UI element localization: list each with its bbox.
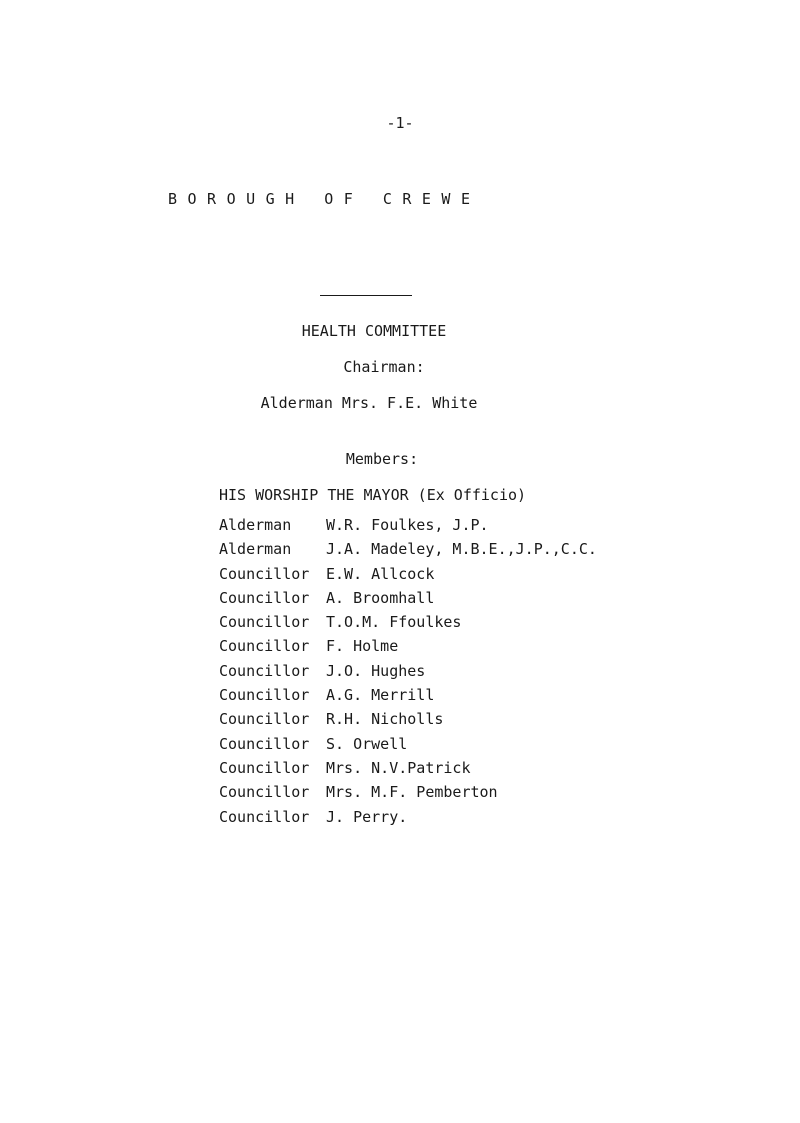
list-item (219, 732, 597, 756)
committee-title: HEALTH COMMITTEE (301, 322, 447, 340)
member-title: Councillor (219, 613, 310, 632)
list-item (219, 780, 597, 804)
member-title: Councillor (219, 686, 310, 705)
member-title: Councillor (219, 734, 310, 753)
member-name: A.G. Merrill (326, 686, 435, 705)
list-item (219, 659, 597, 683)
member-name: A. Broomhall (326, 588, 435, 607)
chairman-name: Alderman Mrs. F.E. White (260, 394, 478, 412)
members-list (219, 513, 597, 829)
member-title: Councillor (219, 588, 310, 607)
list-item (219, 634, 597, 658)
ex-officio-member: HIS WORSHIP THE MAYOR (Ex Officio) (219, 486, 527, 504)
list-item (219, 707, 597, 731)
borough-title: BOROUGH OF CREWE (168, 190, 481, 208)
divider-rule (320, 295, 412, 296)
member-title: Councillor (219, 710, 310, 729)
member-name: F. Holme (326, 637, 399, 656)
list-item (219, 805, 597, 829)
member-title: Councillor (219, 783, 310, 802)
member-name: J. Perry. (326, 807, 408, 826)
list-item (219, 562, 597, 586)
member-title: Councillor (219, 637, 310, 656)
chairman-heading: Chairman: (343, 358, 425, 376)
list-item (219, 586, 597, 610)
page-number: -1- (386, 114, 414, 132)
member-name: E.W. Allcock (326, 564, 435, 583)
member-title: Councillor (219, 807, 310, 826)
members-heading: Members: (345, 450, 419, 468)
member-name: J.A. Madeley, M.B.E.,J.P.,C.C. (326, 540, 597, 559)
member-name: S. Orwell (326, 734, 408, 753)
member-title: Councillor (219, 758, 310, 777)
member-name: Mrs. N.V.Patrick (326, 758, 471, 777)
list-item (219, 756, 597, 780)
member-name: R.H. Nicholls (326, 710, 444, 729)
member-title: Alderman (219, 516, 292, 534)
list-item (219, 513, 597, 537)
member-title: Councillor (219, 661, 310, 680)
list-item (219, 610, 597, 634)
member-title: Councillor (219, 564, 310, 583)
list-item (219, 683, 597, 707)
member-name: W.R. Foulkes, J.P. (326, 516, 489, 534)
list-item (219, 537, 597, 561)
member-title: Alderman (219, 540, 292, 559)
member-name: T.O.M. Ffoulkes (326, 613, 462, 632)
member-name: J.O. Hughes (326, 661, 426, 680)
member-name: Mrs. M.F. Pemberton (326, 783, 498, 802)
